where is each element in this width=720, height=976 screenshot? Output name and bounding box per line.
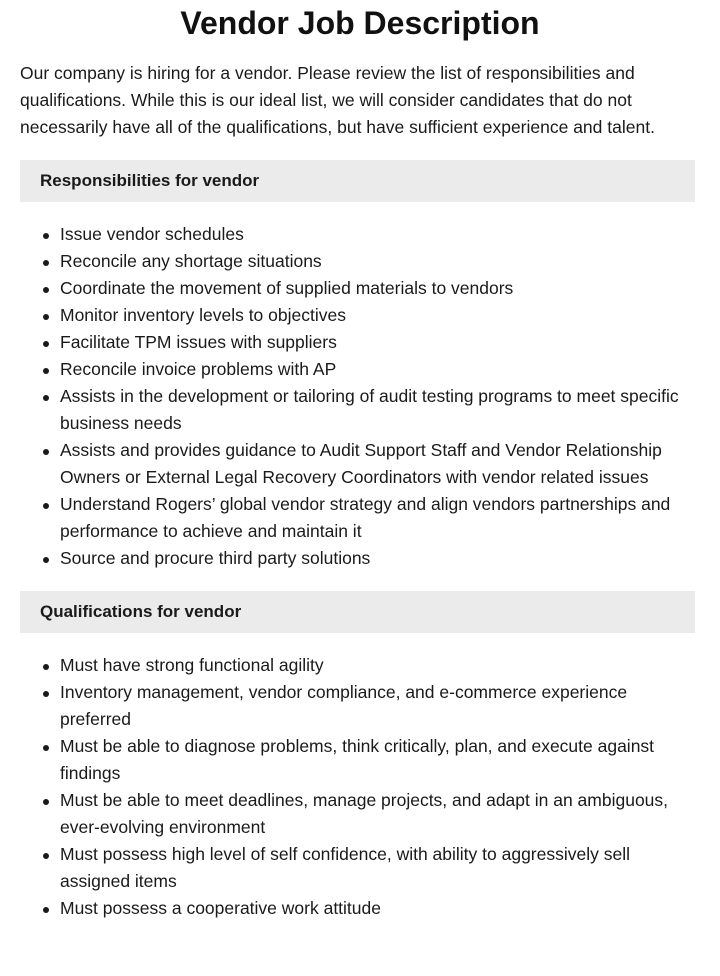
bullet-icon [43, 691, 49, 697]
list-item [20, 248, 695, 275]
bullet-icon [43, 853, 49, 859]
list-item [20, 221, 695, 248]
bullet-icon [43, 745, 49, 751]
list-item-text: Reconcile invoice problems with AP [60, 359, 337, 379]
responsibilities-list [20, 221, 695, 572]
list-item-text: Issue vendor schedules [60, 224, 244, 244]
bullet-icon [43, 799, 49, 805]
list-item [20, 841, 695, 895]
bullet-icon [43, 287, 49, 293]
list-item-text: Monitor inventory levels to objectives [60, 305, 346, 325]
list-item-text: Understand Rogers’ global vendor strategy and align vendors partnerships and performance to achieve and maintain it [60, 494, 671, 541]
list-item [20, 787, 695, 841]
list-item [20, 733, 695, 787]
bullet-icon [43, 233, 49, 239]
list-item [20, 275, 695, 302]
list-item-text: Reconcile any shortage situations [60, 251, 322, 271]
bullet-icon [43, 907, 49, 913]
list-item [20, 383, 695, 437]
list-item [20, 895, 695, 922]
list-item [20, 545, 695, 572]
bullet-icon [43, 557, 49, 563]
list-item-text: Must possess a cooperative work attitude [60, 898, 381, 918]
list-item-text: Must have strong functional agility [60, 655, 324, 675]
intro-paragraph: Our company is hiring for a vendor. Please review the list of responsibilities and qualifications. While this is our ideal list, we will consider candidates that do not necessarily have all of the qualifications, but have sufficient experience and talent. [20, 63, 655, 137]
bullet-icon [43, 368, 49, 374]
list-item-text: Assists and provides guidance to Audit Support Staff and Vendor Relationship Owners or External Legal Recovery Coordinators with vendor related issues [60, 440, 662, 487]
list-item [20, 491, 695, 545]
bullet-icon [43, 503, 49, 509]
list-item-text: Must possess high level of self confidence, with ability to aggressively sell assigned items [60, 844, 630, 891]
list-item [20, 437, 695, 491]
page-title: Vendor Job Description [180, 5, 540, 41]
list-item-text: Facilitate TPM issues with suppliers [60, 332, 337, 352]
list-item-text: Coordinate the movement of supplied materials to vendors [60, 278, 514, 298]
bullet-icon [43, 395, 49, 401]
list-item [20, 652, 695, 679]
list-item [20, 329, 695, 356]
qualifications-heading: Qualifications for vendor [20, 591, 695, 633]
bullet-icon [43, 664, 49, 670]
list-item-text: Must be able to meet deadlines, manage projects, and adapt in an ambiguous, ever-evolving environment [60, 790, 669, 837]
bullet-icon [43, 449, 49, 455]
qualifications-list [20, 652, 695, 922]
bullet-icon [43, 260, 49, 266]
list-item-text: Source and procure third party solutions [60, 548, 371, 568]
bullet-icon [43, 341, 49, 347]
list-item [20, 302, 695, 329]
responsibilities-heading: Responsibilities for vendor [20, 160, 695, 202]
list-item-text: Must be able to diagnose problems, think critically, plan, and execute against findings [60, 736, 655, 783]
list-item-text: Inventory management, vendor compliance, and e-commerce experience preferred [60, 682, 628, 729]
list-item [20, 356, 695, 383]
list-item [20, 679, 695, 733]
list-item-text: Assists in the development or tailoring of audit testing programs to meet specific business needs [60, 386, 679, 433]
bullet-icon [43, 314, 49, 320]
